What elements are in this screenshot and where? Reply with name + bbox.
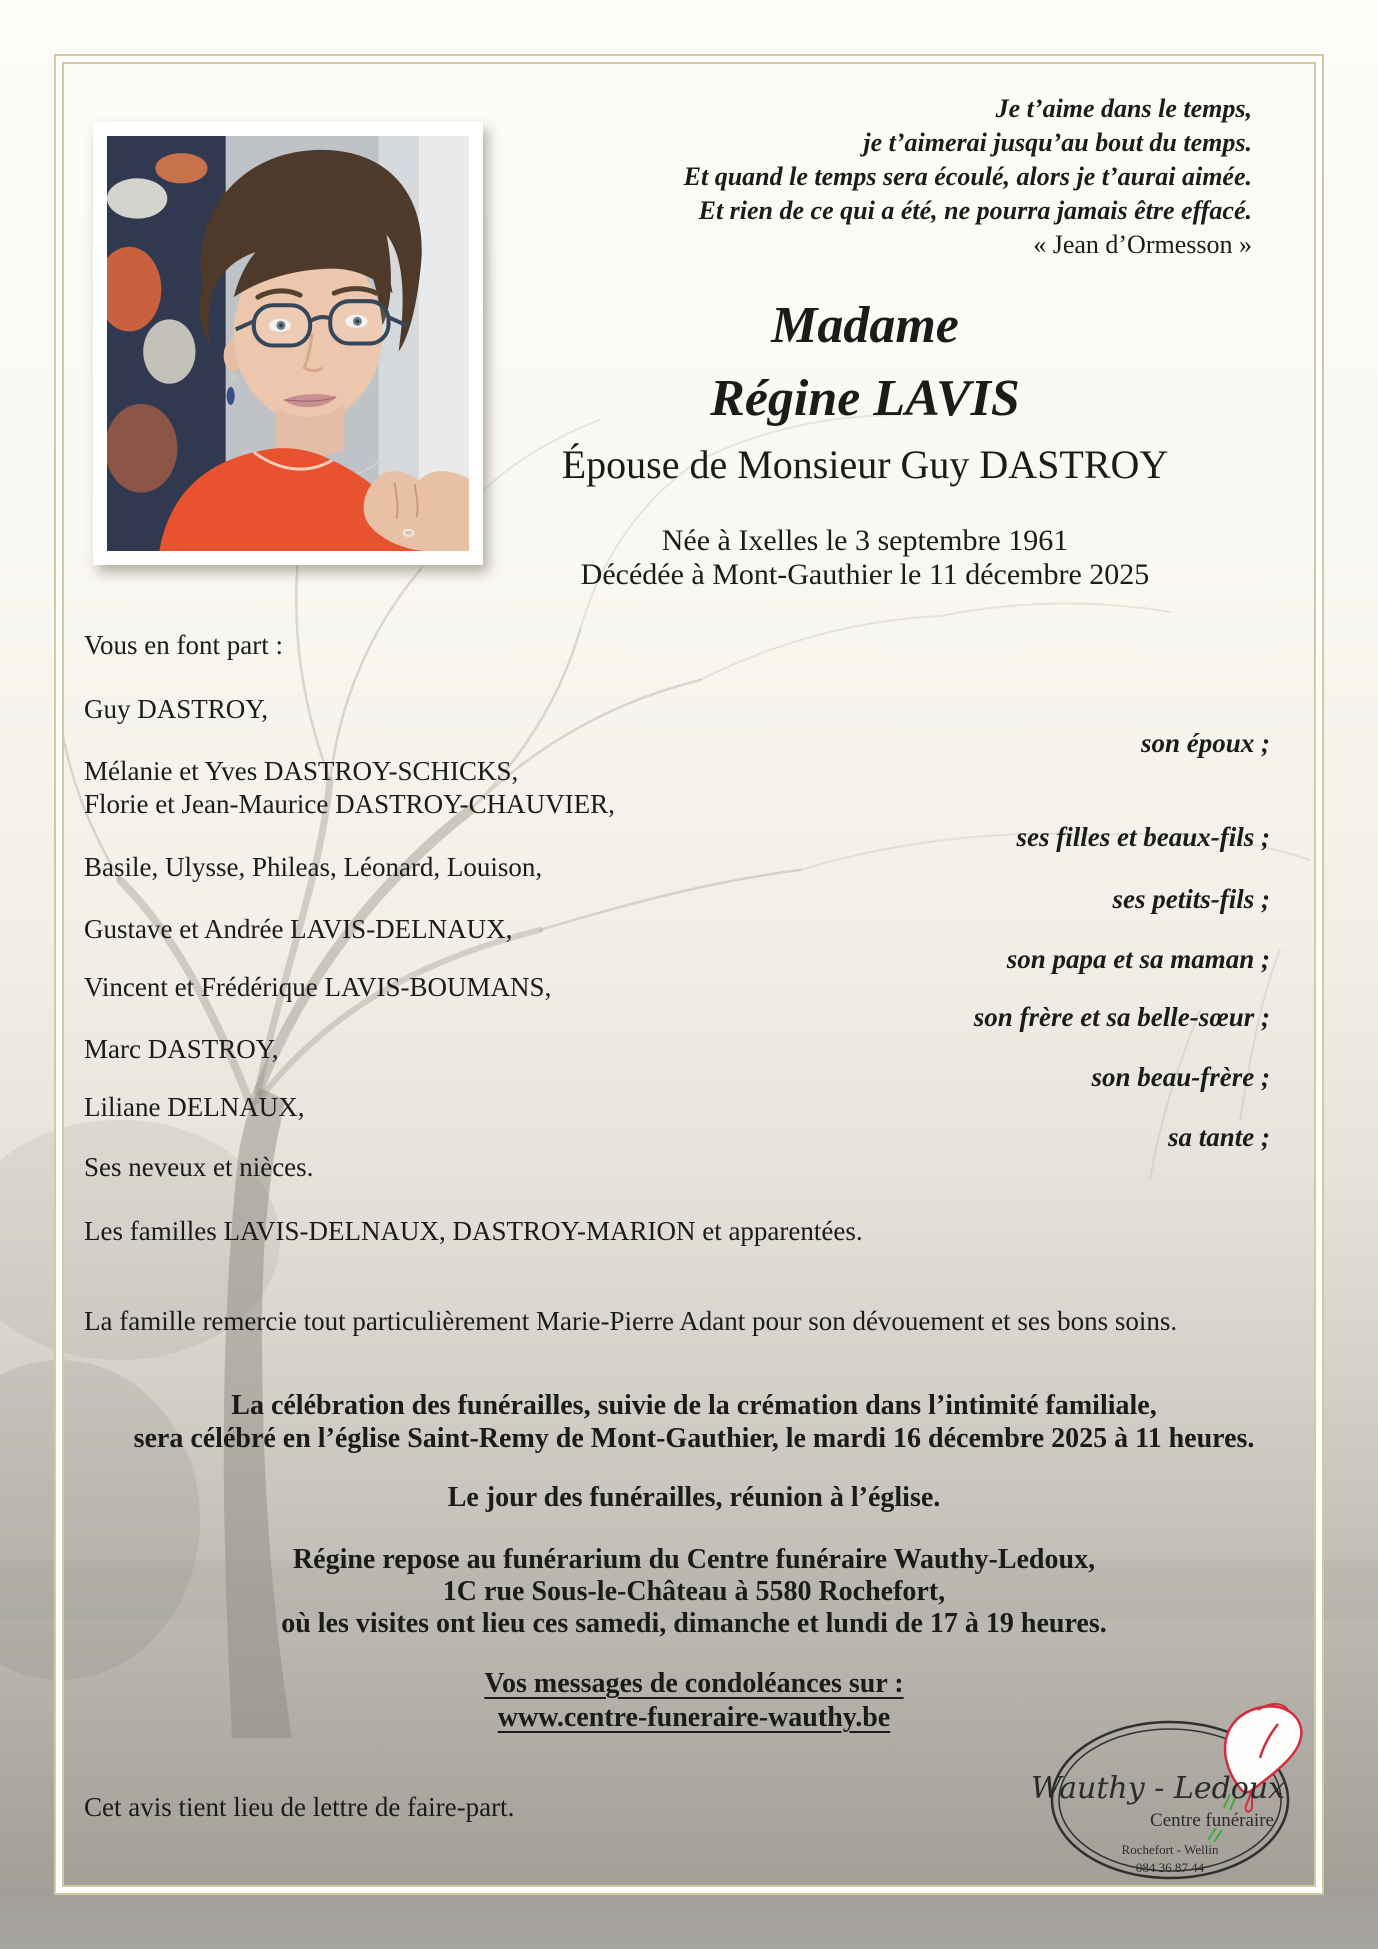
logo-name: Wauthy - Ledoux bbox=[1030, 1771, 1286, 1806]
ceremony-line-2: sera célébré en l’église Saint-Remy de Mont-Gauthier, le mardi 16 décembre 2025 à 11 heures. bbox=[133, 1423, 1255, 1454]
family-names: Florie et Jean-Maurice DASTROY-CHAUVIER, bbox=[84, 789, 615, 819]
repose-line-1: Régine repose au funérarium du Centre funéraire Wauthy-Ledoux, bbox=[292, 1544, 1096, 1575]
meeting-line: Le jour des funérailles, réunion à l’église. bbox=[447, 1482, 941, 1513]
quote-line: je t’aimerai jusqu’au bout du temps. bbox=[863, 128, 1252, 157]
deceased-title: Madame bbox=[771, 297, 959, 354]
family-names: Vincent et Frédérique LAVIS-BOUMANS, bbox=[84, 972, 552, 1002]
quote-line: Et quand le temps sera écoulé, alors je t’aurai aimée. bbox=[683, 162, 1252, 191]
quote-line: Et rien de ce qui a été, ne pourra jamais être effacé. bbox=[698, 196, 1252, 225]
footer-band bbox=[84, 0, 1270, 1949]
related-families-line: Les familles LAVIS-DELNAUX, DASTROY-MARION et apparentées. bbox=[84, 1216, 863, 1246]
logo-subtitle: Centre funéraire bbox=[1150, 1810, 1274, 1831]
family-names: Liliane DELNAUX, bbox=[84, 1092, 305, 1122]
quote-line: Je t’aime dans le temps, bbox=[995, 94, 1252, 123]
family-names: Marc DASTROY, bbox=[84, 1034, 279, 1064]
family-relation: son beau-frère ; bbox=[1091, 1062, 1270, 1092]
repose-line-3: où les visites ont lieu ces samedi, dimanche et lundi de 17 à 19 heures. bbox=[281, 1608, 1107, 1639]
birth-line: Née à Ixelles le 3 septembre 1961 bbox=[661, 524, 1069, 557]
family-relation: son époux ; bbox=[1140, 728, 1270, 758]
ceremony-line-1: La célébration des funérailles, suivie de la crémation dans l’intimité familiale, bbox=[231, 1390, 1157, 1421]
deceased-name: Régine LAVIS bbox=[710, 370, 1020, 427]
logo-phone: 084 36 87 44 bbox=[1135, 1860, 1205, 1875]
condolences-url[interactable]: www.centre-funeraire-wauthy.be bbox=[497, 1702, 891, 1733]
family-names: Mélanie et Yves DASTROY-SCHICKS, bbox=[84, 756, 519, 786]
family-relation: ses petits-fils ; bbox=[1112, 884, 1270, 914]
quote-attribution: « Jean d’Ormesson » bbox=[1033, 230, 1252, 259]
death-line: Décédée à Mont-Gauthier le 11 décembre 2025 bbox=[580, 558, 1150, 591]
thanks-line: La famille remercie tout particulièrement Marie-Pierre Adant pour son dévouement et ses bons soins. bbox=[84, 1306, 1178, 1336]
family-names: Basile, Ulysse, Phileas, Léonard, Louison, bbox=[84, 852, 543, 882]
announcement-intro: Vous en font part : bbox=[84, 630, 283, 660]
family-names: Ses neveux et nièces. bbox=[84, 1152, 314, 1182]
condolences-label: Vos messages de condoléances sur : bbox=[484, 1668, 904, 1699]
faire-part-notice: Cet avis tient lieu de lettre de faire-part. bbox=[84, 1792, 515, 1822]
family-relation: ses filles et beaux-fils ; bbox=[1016, 822, 1270, 852]
logo-graphic bbox=[1020, 1698, 1320, 1898]
family-names: Gustave et Andrée LAVIS-DELNAUX, bbox=[84, 914, 513, 944]
family-relation: son papa et sa maman ; bbox=[1006, 944, 1270, 974]
funeral-home-logo bbox=[1020, 1698, 1320, 1898]
repose-line-2: 1C rue Sous-le-Château à 5580 Rochefort, bbox=[442, 1576, 946, 1607]
family-names: Guy DASTROY, bbox=[84, 694, 269, 724]
logo-cities: Rochefort - Wellin bbox=[1121, 1842, 1219, 1857]
family-relation: sa tante ; bbox=[1167, 1122, 1270, 1152]
spouse-line: Épouse de Monsieur Guy DASTROY bbox=[561, 442, 1169, 487]
family-relation: son frère et sa belle-sœur ; bbox=[973, 1002, 1270, 1032]
